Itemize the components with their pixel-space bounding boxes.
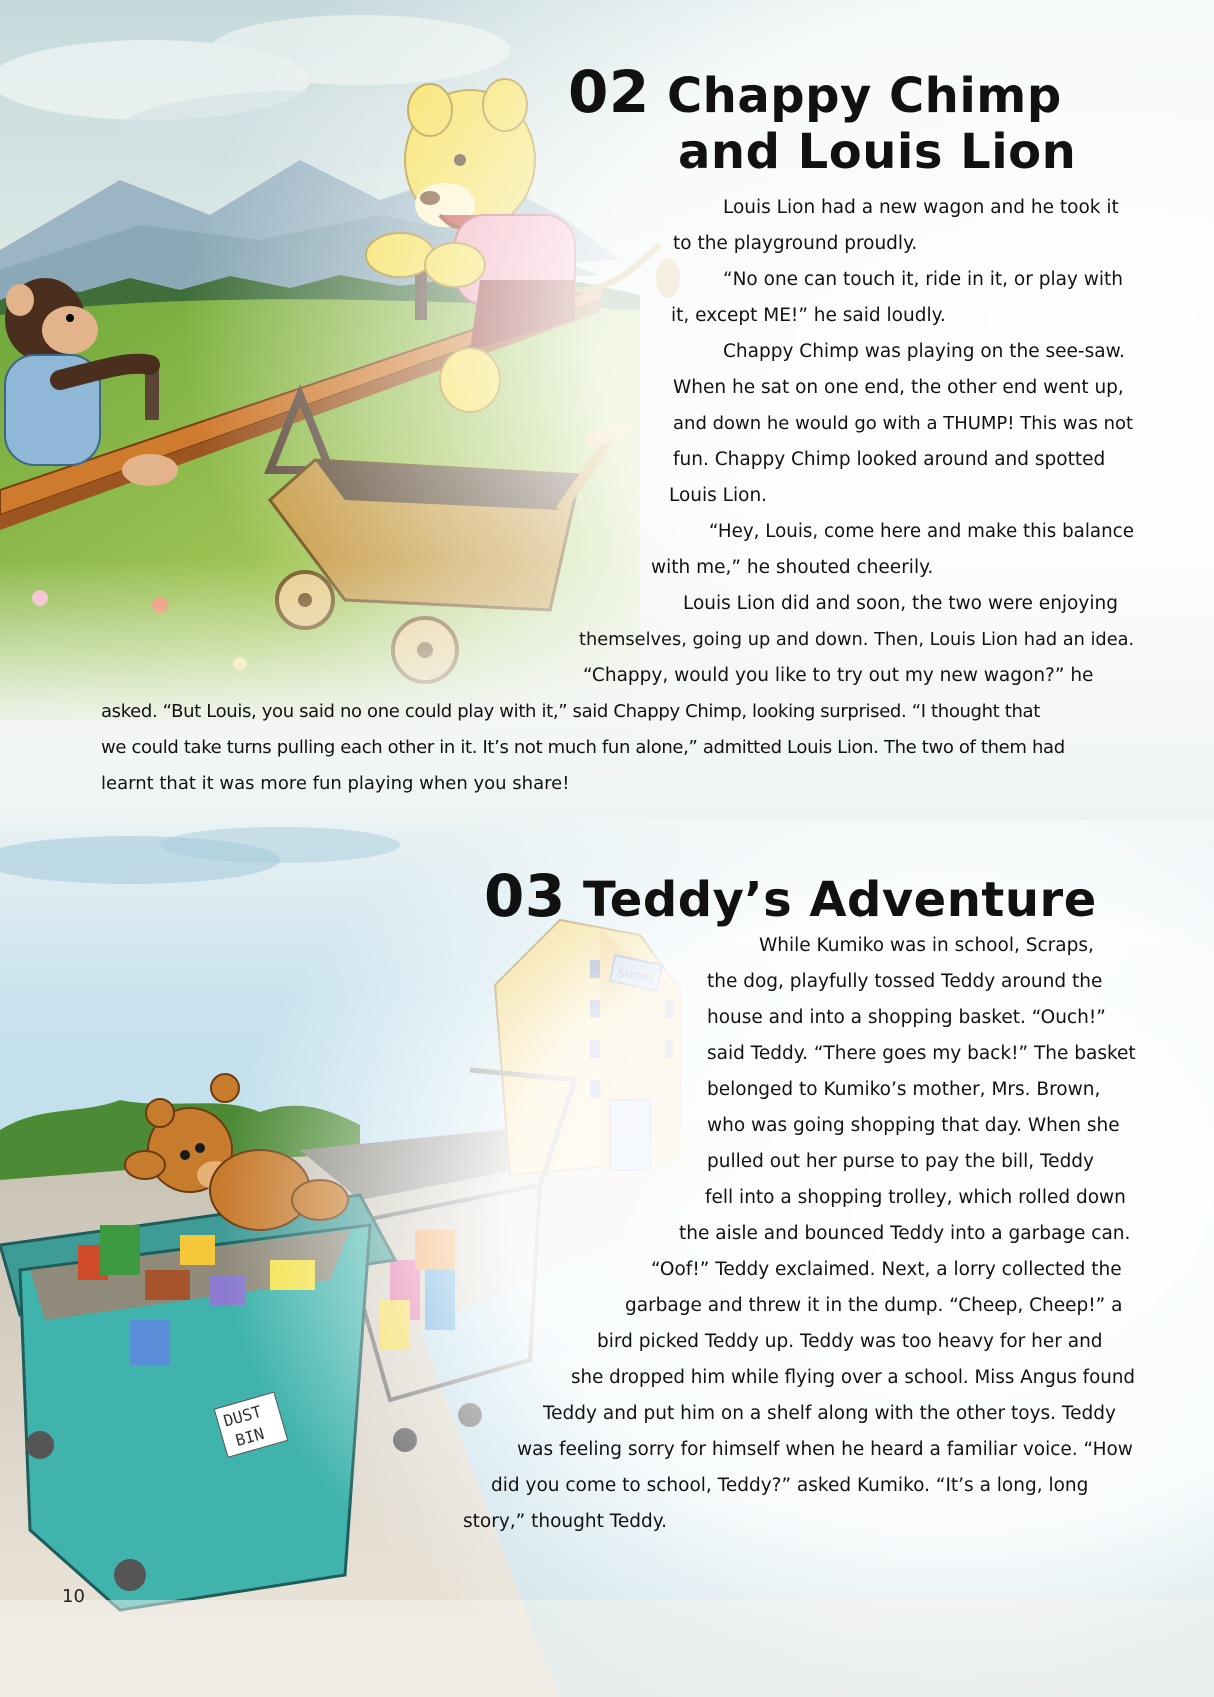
story-text-line: house and into a shopping basket. “Ouch!” (707, 1007, 1106, 1028)
story-text-line: bird picked Teddy up. Teddy was too heavy for her and (597, 1331, 1103, 1352)
story-text-line: “Oof!” Teddy exclaimed. Next, a lorry collected the (651, 1259, 1122, 1280)
story-text-line: fell into a shopping trolley, which rolled down (705, 1187, 1126, 1208)
story-text-line: Louis Lion had a new wagon and he took it (723, 197, 1119, 218)
story-text-line: “Hey, Louis, come here and make this balance (709, 521, 1134, 542)
page-number: 10 (62, 1586, 85, 1607)
story-number: 02 (568, 58, 650, 126)
story-title (484, 862, 1097, 930)
story-text-line: she dropped him while flying over a school. Miss Angus found (571, 1367, 1135, 1388)
story-text-line: Chappy Chimp was playing on the see-saw. (723, 341, 1125, 362)
story-text-line: with me,” he shouted cheerily. (651, 557, 934, 578)
story-text-line: When he sat on one end, the other end went up, (673, 377, 1124, 398)
story-text-line: belonged to Kumiko’s mother, Mrs. Brown, (707, 1079, 1101, 1100)
story-text-line: Teddy and put him on a shelf along with the other toys. Teddy (543, 1403, 1116, 1424)
story-text-line: While Kumiko was in school, Scraps, (759, 935, 1094, 956)
story-text-line: did you come to school, Teddy?” asked Kumiko. “It’s a long, long (491, 1475, 1089, 1496)
story-text-line: was feeling sorry for himself when he heard a familiar voice. “How (517, 1439, 1133, 1460)
story-text-line: Louis Lion. (669, 485, 768, 506)
story-text-line: story,” thought Teddy. (463, 1511, 667, 1532)
story-title-text: and Louis Lion (678, 124, 1077, 180)
story-number: 03 (484, 862, 566, 930)
story-text-line: Louis Lion did and soon, the two were enjoying (683, 593, 1118, 614)
story-text-line: and down he would go with a THUMP! This was not (673, 413, 1134, 434)
story-text-line: the aisle and bounced Teddy into a garbage can. (679, 1223, 1131, 1244)
story-title-line2 (678, 124, 1076, 180)
story-text-line: “No one can touch it, ride in it, or play with (723, 269, 1124, 290)
story-text-line: “Chappy, would you like to try out my new wagon?” he (583, 665, 1094, 686)
story-text-line: garbage and threw it in the dump. “Cheep, Cheep!” a (625, 1295, 1123, 1316)
story-text-line: said Teddy. “There goes my back!” The basket (707, 1043, 1136, 1064)
story-text-line: we could take turns pulling each other in it. It’s not much fun alone,” admitted Louis Lion. The two of them had (101, 737, 1065, 758)
story-text-line: pulled out her purse to pay the bill, Teddy (707, 1151, 1095, 1172)
story-text-line: to the playground proudly. (673, 233, 918, 254)
story-title-text: Chappy Chimp (666, 68, 1062, 124)
story-text-line: learnt that it was more fun playing when you share! (101, 773, 570, 794)
story-title-text: Teddy’s Adventure (582, 872, 1097, 928)
story-text-line: fun. Chappy Chimp looked around and spotted (673, 449, 1106, 470)
story-text-line: who was going shopping that day. When she (707, 1115, 1120, 1136)
story-text-line: it, except ME!” he said loudly. (671, 305, 946, 326)
story-text-line: the dog, playfully tossed Teddy around the (707, 971, 1103, 992)
story-title-line1 (568, 58, 1062, 126)
story-text-line: themselves, going up and down. Then, Louis Lion had an idea. (579, 630, 1135, 650)
story-text-line: asked. “But Louis, you said no one could play with it,” said Chappy Chimp, looking surprised. “I thought that (101, 701, 1040, 722)
